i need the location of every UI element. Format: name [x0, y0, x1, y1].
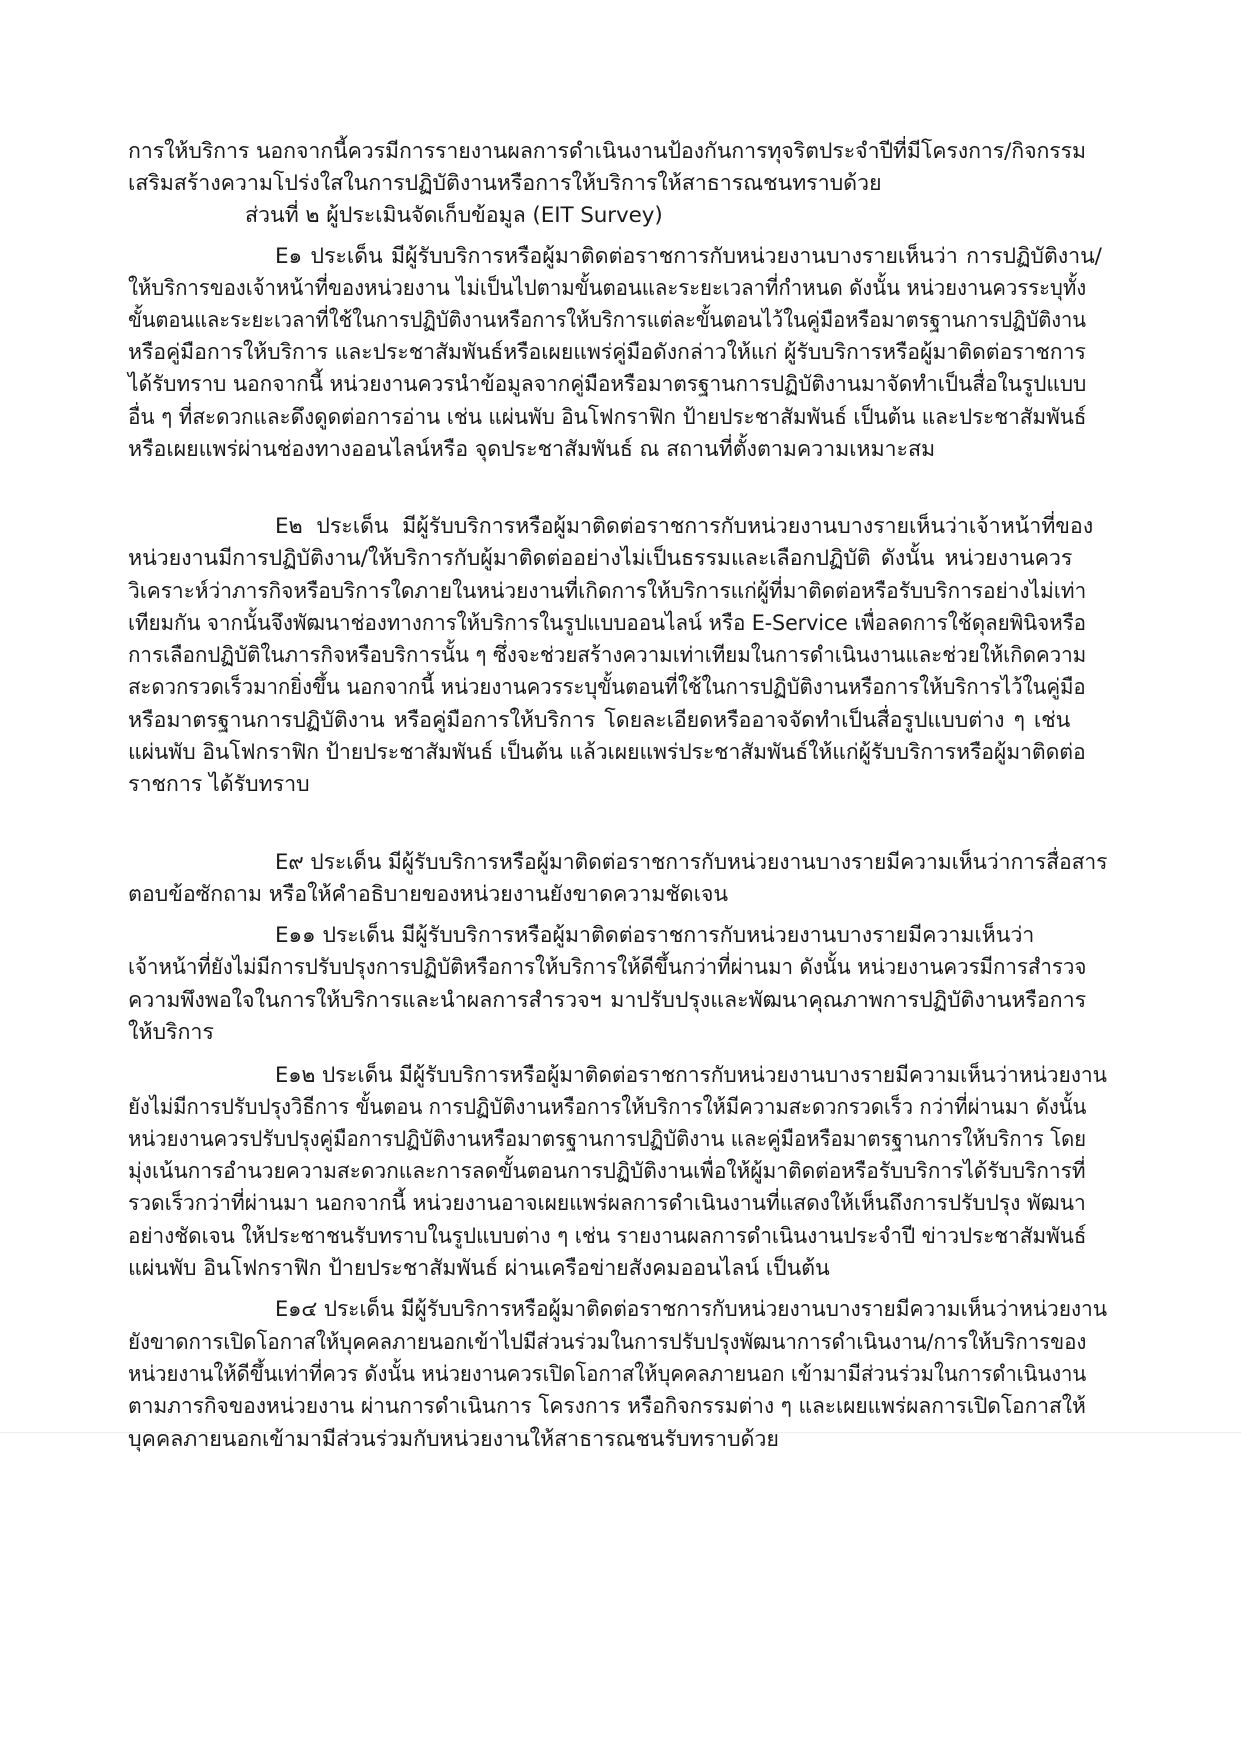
document-line: หน่วยงานให้ดีขึ้นเท่าที่ควร ดังนั้น หน่วยงานควรเปิดโอกาสให้บุคคลภายนอก เข้ามามีส่วนร่วมในการดำเนินงาน [128, 1362, 1087, 1387]
document-line: หน่วยงานควรปรับปรุงคู่มือการปฏิบัติงานหรือมาตรฐานการปฏิบัติงาน และคู่มือหรือมาตรฐานการให้บริการ โดย [128, 1127, 1087, 1152]
document-line: E๙ ประเด็น มีผู้รับบริการหรือผู้มาติดต่อราชการกับหน่วยงานบางรายมีความเห็นว่าการสื่อสาร [275, 850, 1108, 875]
document-line: เสริมสร้างความโปร่งใสในการปฏิบัติงานหรือการให้บริการให้สาธารณชนทราบด้วย [128, 171, 882, 196]
document-line: E๑๑ ประเด็น มีผู้รับบริการหรือผู้มาติดต่อราชการกับหน่วยงานบางรายมีความเห็นว่า [275, 923, 1035, 948]
document-line: บุคคลภายนอกเข้ามามีส่วนร่วมกับหน่วยงานให้สาธารณชนรับทราบด้วย [128, 1427, 779, 1452]
document-line: มุ่งเน้นการอำนวยความสะดวกและการลดขั้นตอนการปฏิบัติงานเพื่อให้ผู้มาติดต่อหรือรับบริการได้รับบริการที่ [128, 1159, 1086, 1184]
document-line: เจ้าหน้าที่ยังไม่มีการปรับปรุงการปฏิบัติหรือการให้บริการให้ดีขึ้นกว่าที่ผ่านมา ดังนั้น หน่วยงานควรมีการสำรวจ [128, 955, 1087, 980]
document-line: E๒ ประเด็น มีผู้รับบริการหรือผู้มาติดต่อราชการกับหน่วยงานบางรายเห็นว่าเจ้าหน้าที่ของ [275, 514, 1094, 539]
document-line: แผ่นพับ อินโฟกราฟิก ป้ายประชาสัมพันธ์ เป็นต้น แล้วเผยแพร่ประชาสัมพันธ์ให้แก่ผู้รับบริการหรือผู้มาติดต่อ [128, 740, 1086, 765]
document-line: หรือมาตรฐานการปฏิบัติงาน หรือคู่มือการให้บริการ โดยละเอียดหรืออาจจัดทำเป็นสื่อรูปแบบต่าง ๆ เช่น [128, 708, 1071, 733]
document-line: การให้บริการ นอกจากนี้ควรมีการรายงานผลการดำเนินงานป้องกันการทุจริตประจำปีที่มีโครงการ/กิจกรรม [128, 139, 1087, 164]
document-line: แผ่นพับ อินโฟกราฟิก ป้ายประชาสัมพันธ์ ผ่านเครือข่ายสังคมออนไลน์ เป็นต้น [128, 1256, 830, 1281]
document-line: หรือเผยแพร่ผ่านช่องทางออนไลน์หรือ จุดประชาสัมพันธ์ ณ สถานที่ตั้งตามความเหมาะสม [128, 437, 936, 462]
document-line: ราชการ ได้รับทราบ [128, 772, 310, 797]
document-line: รวดเร็วกว่าที่ผ่านมา นอกจากนี้ หน่วยงานอาจเผยแพร่ผลการดำเนินงานที่แสดงให้เห็นถึงการปรับปรุง พัฒนา [128, 1191, 1086, 1216]
document-line: อย่างชัดเจน ให้ประชาชนรับทราบในรูปแบบต่าง ๆ เช่น รายงานผลการดำเนินงานประจำปี ข่าวประชาสัมพันธ์ [128, 1224, 1087, 1249]
document-line: E๑๔ ประเด็น มีผู้รับบริการหรือผู้มาติดต่อราชการกับหน่วยงานบางรายมีความเห็นว่าหน่วยงาน [275, 1297, 1108, 1322]
document-line: เทียมกัน จากนั้นจึงพัฒนาช่องทางการให้บริการในรูปแบบออนไลน์ หรือ E-Service เพื่อลดการใช้ดุลยพินิจหรือ [128, 611, 1086, 636]
document-line: ให้บริการ [128, 1020, 214, 1045]
document-line: อื่น ๆ ที่สะดวกและดึงดูดต่อการอ่าน เช่น แผ่นพับ อินโฟกราฟิก ป้ายประชาสัมพันธ์ เป็นต้น และประชาสัมพันธ์ [128, 405, 1087, 430]
document-line: ได้รับทราบ นอกจากนี้ หน่วยงานควรนำข้อมูลจากคู่มือหรือมาตรฐานการปฏิบัติงานมาจัดทำเป็นสื่อในรูปแบบ [128, 372, 1087, 397]
document-line: ให้บริการของเจ้าหน้าที่ของหน่วยงาน ไม่เป็นไปตามขั้นตอนและระยะเวลาที่กำหนด ดังนั้น หน่วยงานควรระบุทั้ง [128, 276, 1087, 301]
document-line: ตอบข้อซักถาม หรือให้คำอธิบายของหน่วยงานยังขาดความชัดเจน [128, 882, 728, 907]
document-line: สะดวกรวดเร็วมากยิ่งขึ้น นอกจากนี้ หน่วยงานควรระบุขั้นตอนที่ใช้ในการปฏิบัติงานหรือการให้บริการไว้ในคู่มือ [128, 675, 1086, 700]
document-line: วิเคราะห์ว่าภารกิจหรือบริการใดภายในหน่วยงานที่เกิดการให้บริการแก่ผู้ที่มาติดต่อหรือรับบริการอย่างไม่เท่า [128, 579, 1087, 604]
document-line: ตามภารกิจของหน่วยงาน ผ่านการดำเนินการ โครงการ หรือกิจกรรมต่าง ๆ และเผยแพร่ผลการเปิดโอกาสให้ [128, 1394, 1086, 1419]
document-line: หน่วยงานมีการปฏิบัติงาน/ให้บริการกับผู้มาติดต่ออย่างไม่เป็นธรรมและเลือกปฏิบัติ ดังนั้น หน่วยงานควร [128, 546, 1073, 571]
document-line: ยังขาดการเปิดโอกาสให้บุคคลภายนอกเข้าไปมีส่วนร่วมในการปรับปรุงพัฒนาการดำเนินงาน/การให้บริการของ [128, 1330, 1087, 1355]
document-line: ขั้นตอนและระยะเวลาที่ใช้ในการปฏิบัติงานหรือการให้บริการแต่ละขั้นตอนไว้ในคู่มือหรือมาตรฐานการปฏิบัติงาน [128, 308, 1086, 333]
document-line: ส่วนที่ ๒ ผู้ประเมินจัดเก็บข้อมูล (EIT Survey) [245, 203, 663, 228]
document-line: การเลือกปฏิบัติในภารกิจหรือบริการนั้น ๆ ซึ่งจะช่วยสร้างความเท่าเทียมในการดำเนินงานและช่วยให้เกิดความ [128, 643, 1087, 668]
document-line: E๑๒ ประเด็น มีผู้รับบริการหรือผู้มาติดต่อราชการกับหน่วยงานบางรายมีความเห็นว่าหน่วยงาน [275, 1063, 1107, 1088]
document-line: E๑ ประเด็น มีผู้รับบริการหรือผู้มาติดต่อราชการกับหน่วยงานบางรายเห็นว่า การปฏิบัติงาน/ [275, 244, 1102, 269]
document-line: ความพึงพอใจในการให้บริการและนำผลการสำรวจฯ มาปรับปรุงและพัฒนาคุณภาพการปฏิบัติงานหรือการ [128, 988, 1087, 1013]
document-line: ยังไม่มีการปรับปรุงวิธีการ ขั้นตอน การปฏิบัติงานหรือการให้บริการให้มีความสะดวกรวดเร็ว กว่าที่ผ่านมา ดังนั้น [128, 1095, 1087, 1120]
document-line: หรือคู่มือการให้บริการ และประชาสัมพันธ์หรือเผยแพร่คู่มือดังกล่าวให้แก่ ผู้รับบริการหรือผู้มาติดต่อราชการ [128, 340, 1086, 365]
